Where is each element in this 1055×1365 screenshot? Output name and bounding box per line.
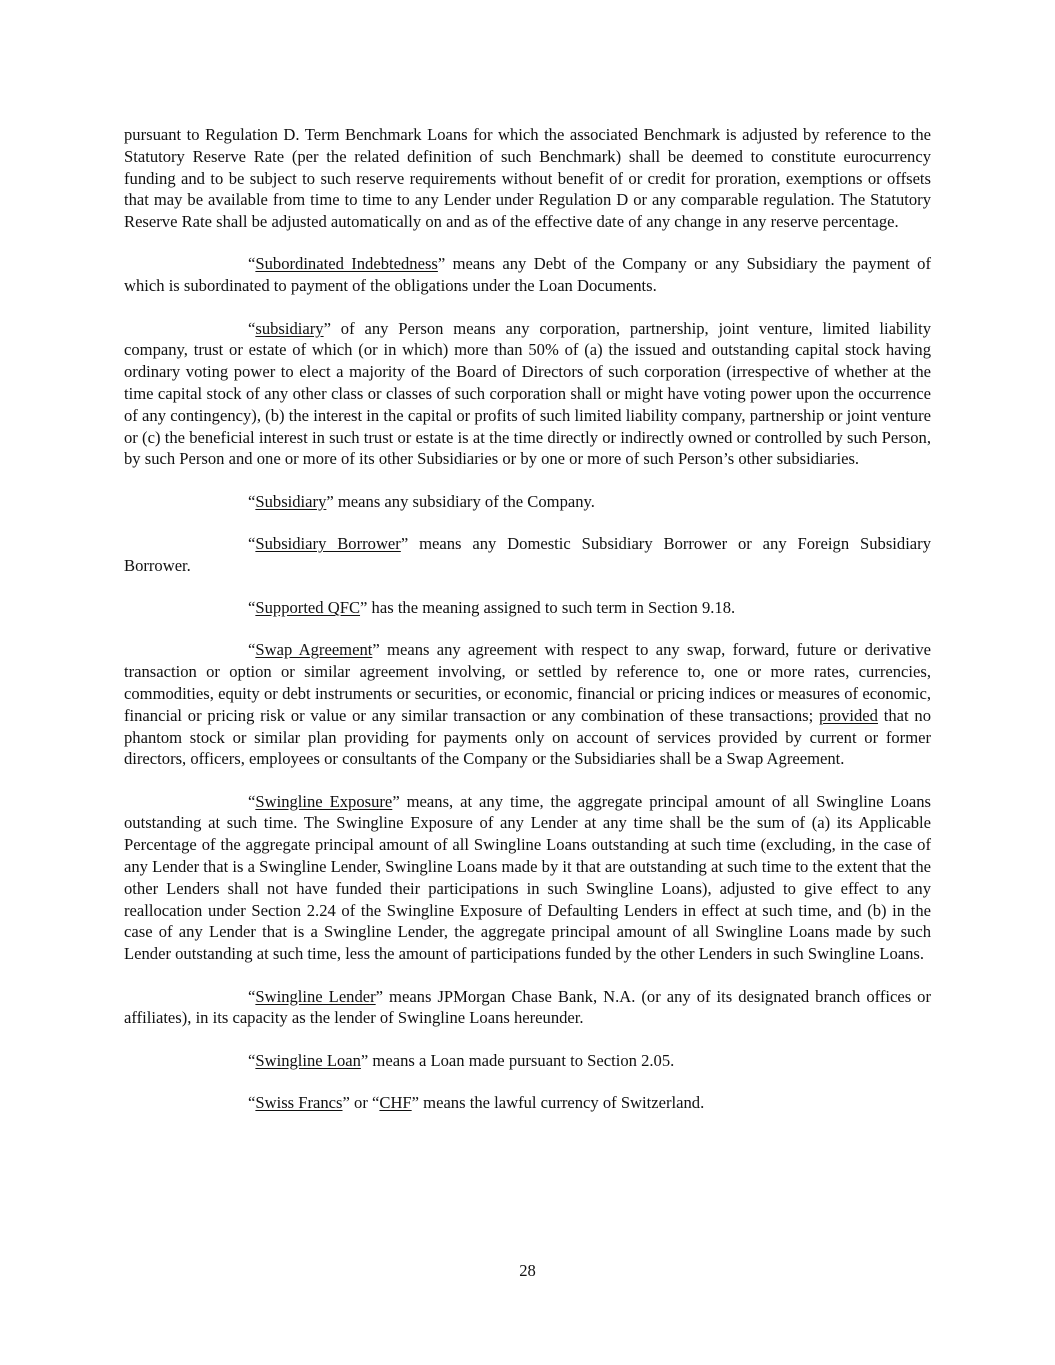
defined-term: CHF (379, 1092, 412, 1112)
defined-term: Subsidiary (255, 491, 327, 511)
text-run: ” means any agreement with respect to any swap, forward, future or derivative transaction or option or similar agreement involving, or settled by reference to, one or more rates, currencies, commodities, equity or debt instruments or securities, or economic, financial or pricing indices or measures of economic, financial or pricing risk or value or any similar transaction or any combination of these transactions; (124, 640, 932, 725)
text-run: ” means any subsidiary of the Company. (326, 491, 595, 511)
text-run: “ (248, 533, 256, 553)
paragraph-swingline-loan (124, 1050, 931, 1072)
text-run: that no phantom stock or similar plan providing for payments only on account of services provided by current or former directors, officers, employees or consultants of the Company or the Subsidiaries shall be a Swap Agreement. (124, 705, 931, 769)
text-run: ” has the meaning assigned to such term in Section 9.18. (360, 598, 736, 618)
text-run: “ (248, 1092, 256, 1112)
paragraph-subsidiary-upper (124, 491, 931, 513)
text-run: “ (248, 598, 256, 618)
defined-term: Subsidiary Borrower (255, 533, 401, 553)
paragraph-subordinated-indebtedness (124, 253, 931, 297)
document-body (124, 124, 931, 1134)
paragraph-subsidiary-borrower (124, 533, 931, 577)
defined-term: subsidiary (255, 318, 324, 338)
text-run: pursuant to Regulation D. Term Benchmark Loans for which the associated Benchmark is adjusted by reference to the Statutory Reserve Rate (per the related definition of such Benchmark) shall be deemed to constitute eurocurrency funding and to be subject to such reserve requirements without benefit of or credit for proration, exemptions or offsets that may be available from time to time to any Lender under Regulation D or any comparable regulation. The Statutory Reserve Rate shall be adjusted automatically on and as of the effective date of any change in any reserve percentage. (124, 125, 931, 232)
text-run: ” of any Person means any corporation, partnership, joint venture, limited liability company, trust or estate of which (or in which) more than 50% of (a) the issued and outstanding capital stock having ordinary voting power to elect a majority of the Board of Directors of such corporation (irrespective of whether at the time capital stock of any other class or classes of such corporation shall or might have voting power upon the occurrence of any contingency), (b) the interest in the capital or profits of such limited liability company, partnership or joint venture or (c) the beneficial interest in such trust or estate is at the time directly or indirectly owned or controlled by such Person, by such Person and one or more of its other Subsidiaries or by one or more of such Person’s other subsidiaries. (124, 318, 931, 469)
defined-term: Swap Agreement (255, 640, 373, 660)
defined-term: Swingline Lender (255, 986, 376, 1006)
paragraph-subsidiary-lower (124, 318, 931, 471)
text-run: “ (248, 640, 256, 660)
text-run: “ (248, 254, 256, 274)
defined-term: Swiss Francs (255, 1092, 343, 1112)
defined-term: Swingline Exposure (255, 791, 393, 811)
paragraph-swiss-francs (124, 1092, 931, 1114)
paragraph-swingline-lender (124, 986, 931, 1030)
text-run: ” means a Loan made pursuant to Section 2.05. (360, 1050, 675, 1070)
text-run: ” means, at any time, the aggregate principal amount of all Swingline Loans outstanding at such time. The Swingline Exposure of any Lender at any time shall be the sum of (a) its Applicable Percentage of the aggregate principal amount of all Swingline Loans outstanding at such time (excluding, in the case of any Lender that is a Swingline Lender, Swingline Loans made by it that are outstanding at such time to the extent that the other Lenders shall not have funded their participations in such Swingline Loans), adjusted to give effect to any reallocation under Section 2.24 of the Swingline Exposure of Defaulting Lenders in effect at such time, and (b) in the case of any Lender that is a Swingline Lender, the aggregate principal amount of all Swingline Loans made by such Lender outstanding at such time, less the amount of participations funded by the other Lenders in such Swingline Loans. (124, 791, 931, 964)
paragraph-swingline-exposure (124, 791, 931, 965)
text-run: “ (248, 491, 256, 511)
defined-term: provided (818, 705, 878, 725)
defined-term: Supported QFC (255, 598, 361, 618)
defined-term: Subordinated Indebtedness (255, 254, 438, 274)
text-run: “ (248, 986, 256, 1006)
text-run: ” means any Debt of the Company or any Subsidiary the payment of which is subordinated to payment of the obligations under the Loan Documents. (124, 254, 931, 296)
text-run: ” means JPMorgan Chase Bank, N.A. (or any of its designated branch offices or affiliates), in its capacity as the lender of Swingline Loans hereunder. (124, 986, 932, 1028)
text-run: ” or “ (342, 1092, 380, 1112)
paragraph-statutory-reserve-cont (124, 124, 931, 233)
page-number: 28 (519, 1261, 536, 1280)
text-run: ” means any Domestic Subsidiary Borrower or any Foreign Subsidiary Borrower. (124, 533, 931, 575)
text-run: “ (248, 791, 256, 811)
paragraph-supported-qfc (124, 597, 931, 619)
defined-term: Swingline Loan (255, 1050, 361, 1070)
paragraph-swap-agreement (124, 639, 931, 770)
text-run: ” means the lawful currency of Switzerland. (411, 1092, 705, 1112)
text-run: “ (248, 318, 256, 338)
text-run: “ (248, 1050, 256, 1070)
